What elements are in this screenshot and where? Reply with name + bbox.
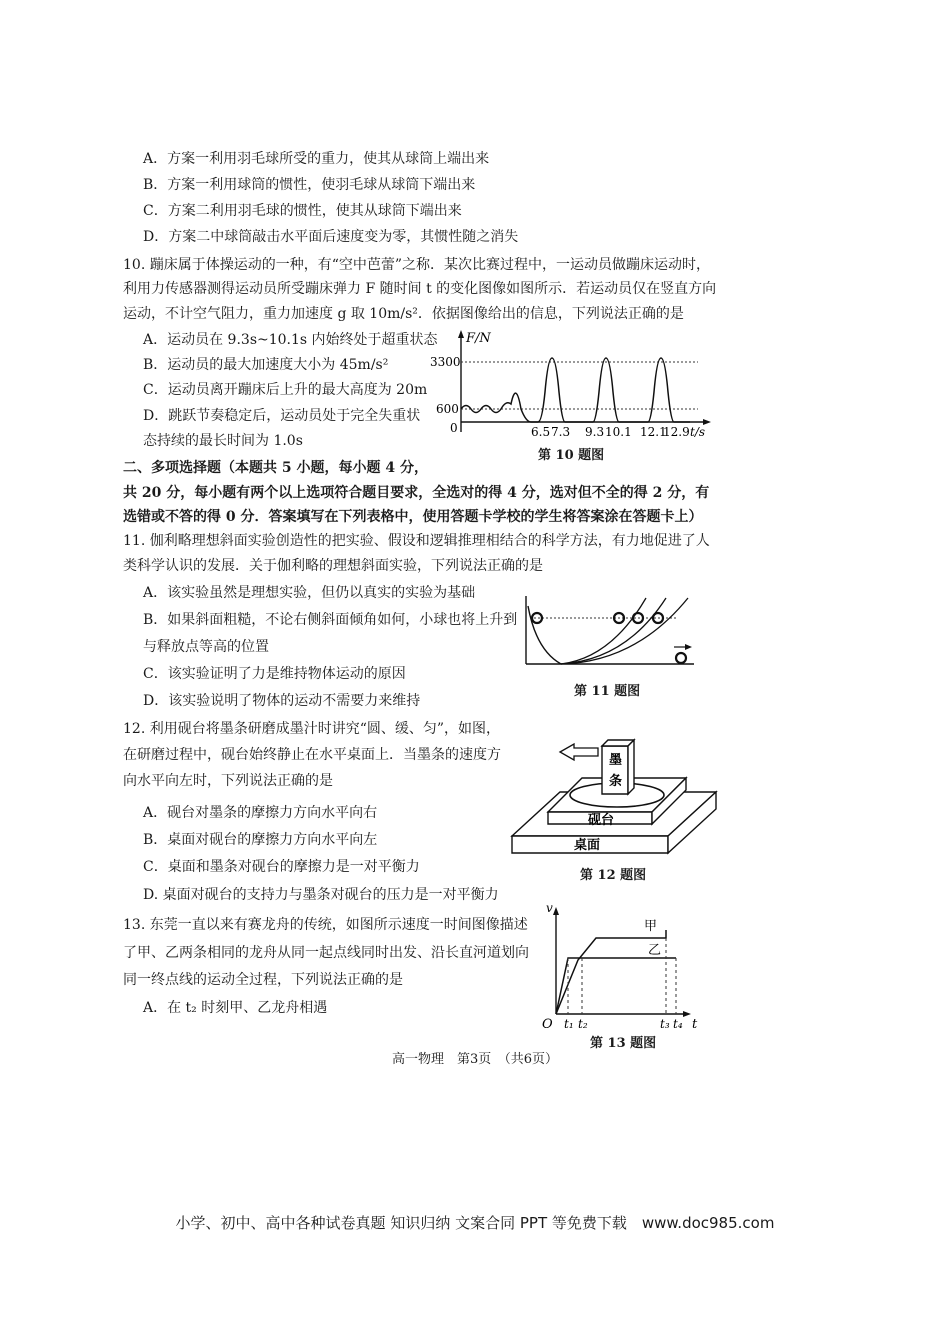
q13-velocity-time-graph	[536, 902, 706, 1034]
q10-x-tick-7.3: 7.3	[551, 425, 571, 439]
page-number: 高一物理 第3页 （共6页）	[391, 1052, 559, 1067]
q11-option-b: B．如果斜面粗糙，不论右侧斜面倾角如何，小球也将上升到	[143, 612, 518, 628]
q11-incline-diagram	[516, 590, 706, 672]
q13-stem-1: 13. 东莞一直以来有赛龙舟的传统，如图所示速度一时间图像描述	[123, 917, 528, 933]
q12-option-c: C．桌面和墨条对砚台的摩擦力是一对平衡力	[143, 859, 420, 875]
q12-inkstone-label: 砚台	[588, 813, 615, 828]
q10-stem-3: 运动，不计空气阻力，重力加速度 g 取 10m/s²．依据图像给出的信息，下列说法正确的是	[123, 306, 684, 322]
q13-series-b-label: 乙	[648, 943, 662, 958]
q10-y-tick-0: 0	[450, 421, 458, 435]
q13-v-label: v	[546, 902, 553, 915]
q12-stem-2: 在研磨过程中，砚台始终静止在水平桌面上．当墨条的速度方	[123, 747, 501, 763]
q10-option-d-cont: 态持续的最长时间为 1.0s	[143, 433, 303, 449]
q13-series-b-line	[556, 958, 676, 1014]
q13-t1-label: t₁	[564, 1017, 574, 1031]
q12-option-a: A．砚台对墨条的摩擦力方向水平向右	[143, 805, 378, 821]
q12-option-b: B．桌面对砚台的摩擦力方向水平向左	[143, 832, 378, 848]
q9-option-c: C．方案二利用羽毛球的惯性，使其从球筒下端出来	[143, 203, 462, 219]
q12-stem-1: 12. 利用砚台将墨条研磨成墨汁时讲究“圆、缓、匀”，如图，	[123, 721, 501, 737]
q10-y-tick-600: 600	[436, 402, 459, 416]
q11-option-b-cont: 与释放点等高的位置	[143, 639, 269, 655]
q11-option-d: D．该实验说明了物体的运动不需要力来维持	[143, 693, 421, 709]
q12-inkstone-diagram	[510, 708, 720, 858]
q11-motion-arrowhead	[685, 644, 692, 650]
q13-t4-label: t₄	[673, 1017, 683, 1031]
q10-option-c: C．运动员离开蹦床后上升的最大高度为 20m	[143, 382, 428, 398]
q11-option-a: A．该实验虽然是理想实验，但仍以真实的实验为基础	[143, 585, 476, 601]
q10-option-b: B．运动员的最大加速度大小为 45m/s²	[143, 357, 389, 373]
q10-x-label: t/s	[690, 425, 706, 439]
q11-option-c: C．该实验证明了力是维持物体运动的原因	[143, 666, 406, 682]
q13-origin: O	[542, 1017, 553, 1032]
q10-stem-1: 10. 蹦床属于体操运动的一种，有“空中芭蕾”之称．某次比赛过程中，一运动员做蹦床运动时，	[123, 257, 711, 273]
q10-option-d: D．跳跃节奏稳定后，运动员处于完全失重状	[143, 408, 421, 424]
q13-stem-3: 同一终点线的运动全过程，下列说法正确的是	[123, 972, 403, 988]
q12-ink-stick-side	[628, 740, 634, 794]
q12-stick-label-1: 墨	[609, 753, 623, 768]
q10-y-label: F/N	[466, 331, 491, 346]
q12-caption: 第 12 题图	[580, 868, 647, 883]
q12-option-d: D. 桌面对砚台的支持力与墨条对砚台的压力是一对平衡力	[143, 887, 499, 903]
q11-stem-2: 类科学认识的发展．关于伽利略的理想斜面实验，下列说法正确的是	[123, 558, 543, 574]
q10-x-tick-10.1: 10.1	[605, 425, 632, 439]
q10-y-tick-3300: 3300	[430, 355, 461, 369]
q11-caption: 第 11 题图	[574, 684, 641, 699]
q11-right-slope-1	[561, 598, 688, 664]
q10-force-curve	[461, 358, 690, 422]
q10-force-time-graph	[428, 328, 718, 440]
section2-instructions-1: 共 20 分，每小题有两个以上选项符合题目要求，全选对的得 4 分，选对但不全的得 2 分，有	[123, 485, 710, 501]
q13-stem-2: 了甲、乙两条相同的龙舟从同一起点线同时出发、沿长直河道划向	[123, 945, 529, 961]
q11-ball-rolling	[676, 653, 686, 663]
q10-x-tick-12.1: 12.1	[640, 425, 667, 439]
footer-banner: 小学、初中、高中各种试卷真题 知识归纳 文案合同 PPT 等免费下载 www.doc985.com	[175, 1214, 775, 1232]
q9-option-a: A．方案一利用羽毛球所受的重力，使其从球筒上端出来	[143, 151, 490, 167]
q13-series-a-label: 甲	[644, 919, 658, 934]
q10-x-tick-9.3: 9.3	[585, 425, 605, 439]
q13-v-arrow	[553, 907, 559, 915]
q10-x-tick-6.5: 6.5	[531, 425, 551, 439]
q10-caption: 第 10 题图	[538, 448, 605, 463]
q13-option-a: A．在 t₂ 时刻甲、乙龙舟相遇	[143, 1000, 328, 1016]
q12-table-label: 桌面	[574, 838, 601, 853]
section2-title: 二、多项选择题（本题共 5 小题，每小题 4 分，	[123, 460, 428, 476]
q9-option-d: D．方案二中球筒敲击水平面后速度变为零，其惯性随之消失	[143, 229, 519, 245]
q9-option-b: B．方案一利用球筒的惯性，使羽毛球从球筒下端出来	[143, 177, 476, 193]
q11-stem-1: 11. 伽利略理想斜面实验创造性的把实验、假设和逻辑推理相结合的科学方法，有力地促进了人	[123, 533, 710, 549]
q13-caption: 第 13 题图	[590, 1036, 657, 1051]
q10-x-tick-12.9: 12.9	[663, 425, 690, 439]
q10-y-arrow	[458, 330, 464, 338]
q13-t-label: t	[692, 1017, 698, 1032]
section2-instructions-2: 选错或不答的得 0 分．答案填写在下列表格中，使用答题卡学校的学生将答案涂在答题卡上）	[123, 509, 703, 525]
q10-stem-2: 利用力传感器测得运动员所受蹦床弹力 F 随时间 t 的变化图像如图所示．若运动员仅在竖直方向	[123, 281, 717, 297]
q10-option-a: A．运动员在 9.3s~10.1s 内始终处于超重状态	[143, 332, 438, 348]
q11-ball-start	[532, 613, 542, 623]
q13-t-arrow	[683, 1011, 691, 1017]
q12-velocity-arrow	[560, 744, 598, 760]
q12-stick-label-2: 条	[609, 774, 623, 789]
q13-t3-label: t₃	[660, 1017, 670, 1031]
q12-stem-3: 向水平向左时，下列说法正确的是	[123, 773, 333, 789]
q13-t2-label: t₂	[578, 1017, 588, 1031]
